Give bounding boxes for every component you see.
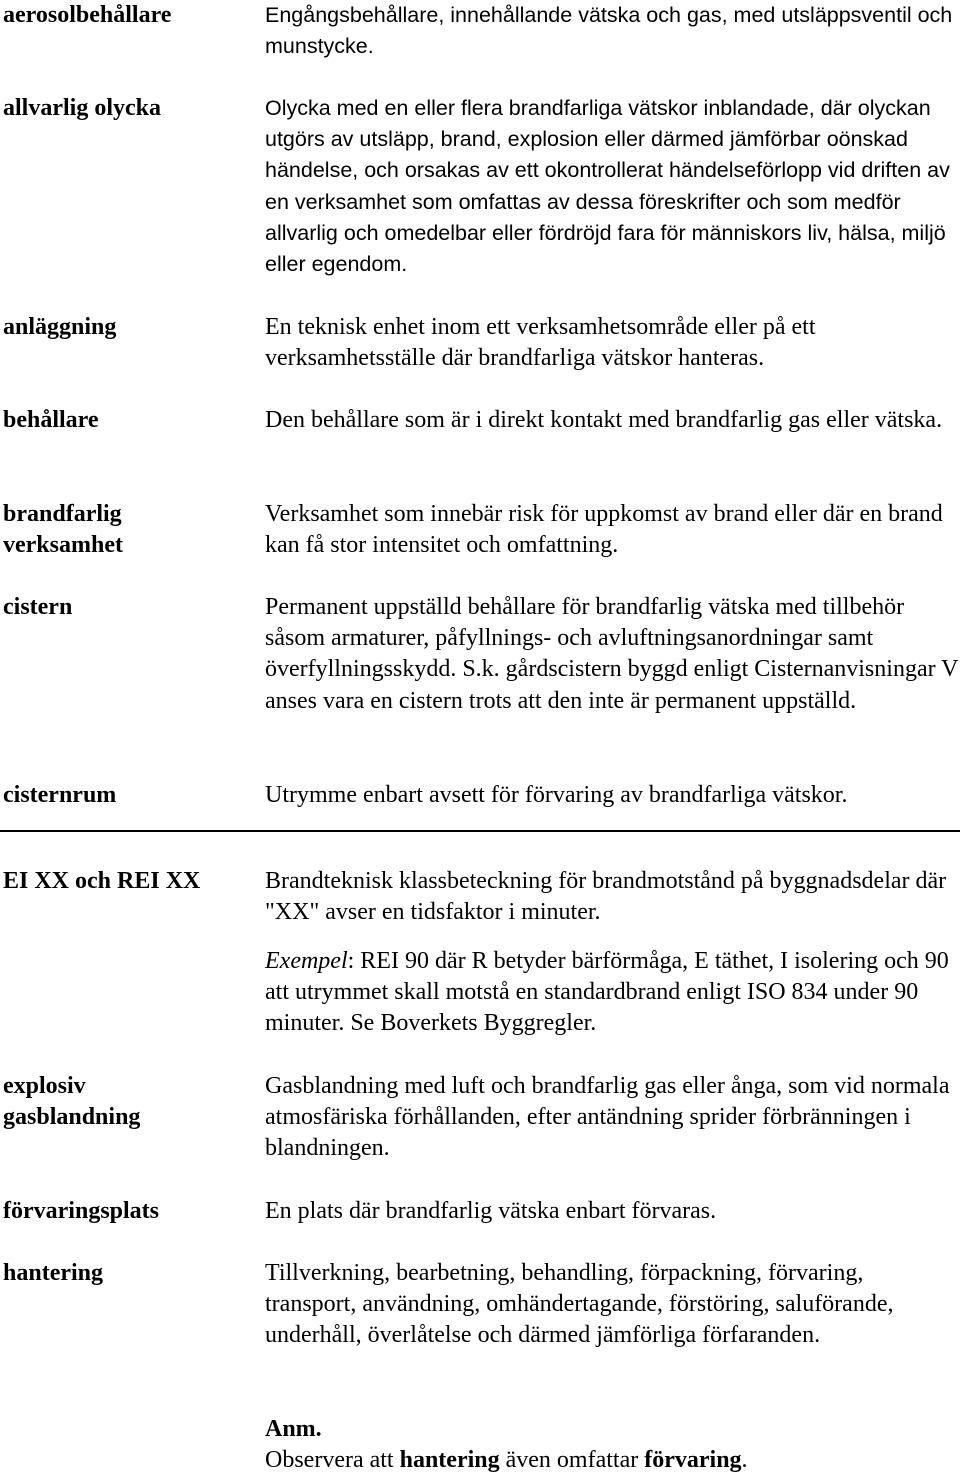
definition-allvarlig-olycka: Olycka med en eller flera brandfarliga vätskor inblandade, där olyckan utgörs av utsläpp, brand, explosion eller därmed jämförbar oönskad händelse, och orsakas av ett okontrollerat händelseförlopp vid driften av en verksamhet som omfattas av dessa föreskrifter och som medför allvarlig och omedelbar eller fördröjd fara för människors liv, hälsa, miljö eller egendom. <box>265 96 950 277</box>
term-hantering: hantering <box>3 1260 104 1286</box>
note-text-middle: även omfattar <box>499 1447 645 1474</box>
note-text <box>265 1445 960 1476</box>
definition-explosiv-gasblandning: Gasblandning med luft och brandfarlig gas eller ånga, som vid normala atmosfäriska förhållanden, efter antändning sprider förbränningen i blandningen. <box>265 1073 950 1162</box>
definition-ei-rei: Brandteknisk klassbeteckning för brandmotstånd på byggnadsdelar där "XX" avser en tidsfaktor i minuter. <box>265 868 947 926</box>
note-text-before: Observera att <box>265 1447 400 1474</box>
note-bold-forvaring: förvaring <box>644 1447 742 1474</box>
definition-cisternrum: Utrymme enbart avsett för förvaring av brandfarliga vätskor. <box>265 782 848 808</box>
term-ei-rei: EI XX och REI XX <box>3 868 201 894</box>
term-explosiv-gasblandning: explosiv gasblandning <box>3 1073 141 1130</box>
definition-aerosolbehallare: Engångsbehållare, innehållande vätska och gas, med utsläppsventil och munstycke. <box>265 3 953 59</box>
example-label: Exempel <box>265 948 348 974</box>
section-divider <box>0 830 960 832</box>
note-label: Anm. <box>265 1416 322 1442</box>
note-bold-hantering: hantering <box>399 1447 500 1474</box>
term-forvaringsplats: förvaringsplats <box>3 1198 159 1224</box>
term-anlaggning: anläggning <box>3 314 117 340</box>
term-aerosolbehallare: aerosolbehållare <box>3 2 172 28</box>
term-behallare: behållare <box>3 407 99 433</box>
term-cisternrum: cisternrum <box>3 782 117 808</box>
definition-anlaggning: En teknisk enhet inom ett verksamhetsområde eller på ett verksamhetsställe där brandfarliga vätskor hanteras. <box>265 314 816 372</box>
example-text: : REI 90 där R betyder bärförmåga, E täthet, I isolering och 90 att utrymmet skall motstå en standardbrand enligt ISO 834 under 90 minuter. Se Boverkets Byggregler. <box>265 948 949 1037</box>
definition-forvaringsplats: En plats där brandfarlig vätska enbart förvaras. <box>265 1198 717 1224</box>
term-allvarlig-olycka: allvarlig olycka <box>3 95 161 121</box>
term-cistern: cistern <box>3 594 73 620</box>
note-text-after: . <box>741 1447 748 1474</box>
note <box>265 1414 960 1476</box>
definition-behallare: Den behållare som är i direkt kontakt med brandfarlig gas eller vätska. <box>265 407 943 433</box>
term-brandfarlig-verksamhet: brandfarlig verksamhet <box>3 501 123 558</box>
example-ei-rei <box>265 946 960 1040</box>
definition-brandfarlig-verksamhet: Verksamhet som innebär risk för uppkomst av brand eller där en brand kan få stor intensitet och omfattning. <box>265 501 943 559</box>
definition-hantering: Tillverkning, bearbetning, behandling, förpackning, förvaring, transport, användning, omhändertagande, förstöring, saluförande, underhåll, överlåtelse och därmed jämförliga förfaranden. <box>265 1260 894 1349</box>
definition-cistern: Permanent uppställd behållare för brandfarlig vätska med tillbehör såsom armaturer, påfyllnings- och avluftningsanordningar samt överfyllningsskydd. S.k. gårdscistern byggd enligt Cisternanvisningar V anses vara en cistern trots att den inte är permanent uppställd. <box>265 594 959 714</box>
